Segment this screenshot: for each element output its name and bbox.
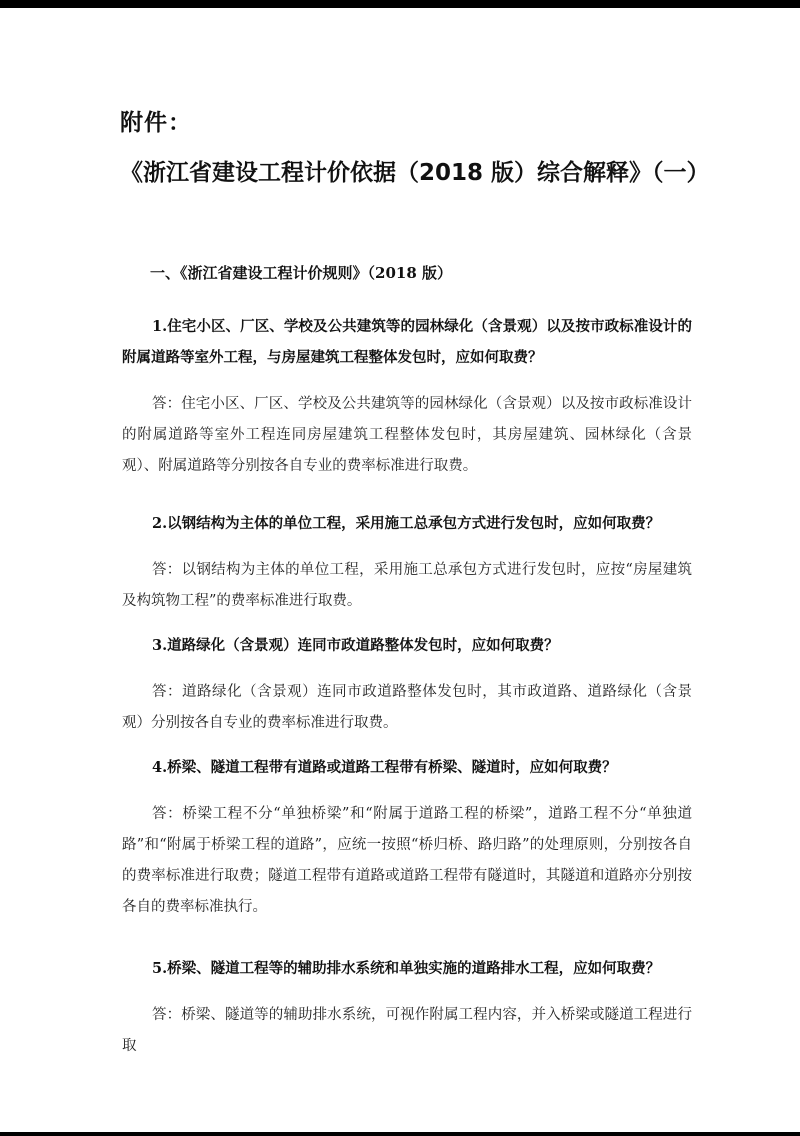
question-5: 5.桥梁、隧道工程等的辅助排水系统和单独实施的道路排水工程，应如何取费？ — [152, 960, 661, 977]
attachment-label: 附件： — [120, 110, 192, 136]
document-title: 《浙江省建设工程计价依据（2018 版）综合解释》（一） — [120, 160, 710, 186]
answer-2: 答：以钢结构为主体的单位工程，采用施工总承包方式进行发包时，应按“房屋建筑及构筑物工程”的费率标准进行取费。 — [122, 562, 692, 609]
answer-1: 答：住宅小区、厂区、学校及公共建筑等的园林绿化（含景观）以及按市政标准设计的附属道路等室外工程连同房屋建筑工程整体发包时，其房屋建筑、园林绿化（含景观）、附属道路等分别按各自专业的费率标准进行取费。 — [122, 396, 692, 474]
answer-5: 答：桥梁、隧道等的辅助排水系统，可视作附属工程内容，并入桥梁或隧道工程进行取 — [122, 1007, 692, 1054]
qa-item-5 — [122, 953, 692, 1062]
question-4: 4.桥梁、隧道工程带有道路或道路工程带有桥梁、隧道时，应如何取费？ — [152, 759, 617, 776]
question-3: 3.道路绿化（含景观）连同市政道路整体发包时，应如何取费？ — [152, 637, 559, 654]
qa-item-3 — [122, 630, 692, 739]
answer-3: 答：道路绿化（含景观）连同市政道路整体发包时，其市政道路、道路绿化（含景观）分别按各自专业的费率标准进行取费。 — [122, 684, 692, 731]
question-1: 1.住宅小区、厂区、学校及公共建筑等的园林绿化（含景观）以及按市政标准设计的附属道路等室外工程，与房屋建筑工程整体发包时，应如何取费？ — [122, 318, 692, 366]
bottom-black-border — [0, 1132, 800, 1136]
qa-item-1 — [122, 311, 692, 482]
qa-item-4 — [122, 752, 692, 923]
question-2: 2.以钢结构为主体的单位工程，采用施工总承包方式进行发包时，应如何取费？ — [152, 515, 661, 532]
section-heading: 一、《浙江省建设工程计价规则》（2018 版） — [150, 264, 452, 282]
answer-4: 答：桥梁工程不分“单独桥梁”和“附属于道路工程的桥梁”，道路工程不分“单独道路”和“附属于桥梁工程的道路”，应统一按照“桥归桥、路归路”的处理原则，分别按各自的费率标准进行取费；隧道工程带有道路或道路工程带有隧道时，其隧道和道路亦分别按各自的费率标准执行。 — [122, 806, 692, 915]
qa-item-2 — [122, 508, 692, 617]
